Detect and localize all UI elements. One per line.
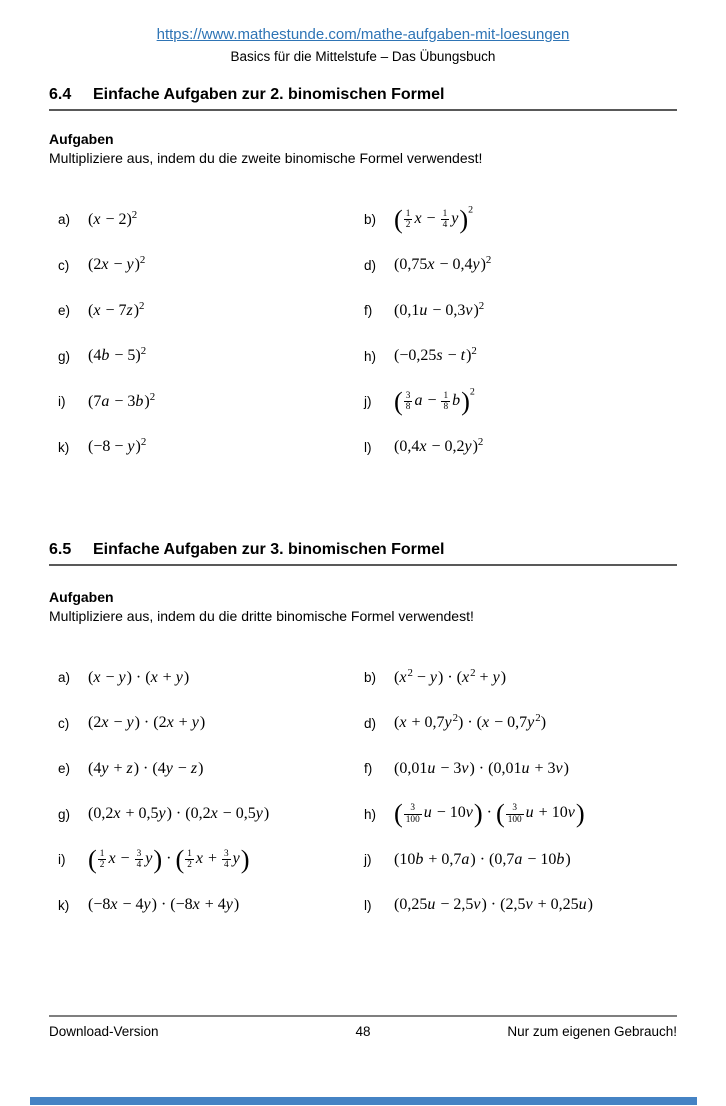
- exercise-item: [355, 746, 709, 792]
- section-title: Einfache Aufgaben zur 3. binomischen Formel: [93, 541, 445, 558]
- exercise-item: [49, 379, 355, 425]
- exercise-label: j): [364, 394, 372, 410]
- exercise-formula: $(-0,25s - t)^2$: [394, 345, 477, 365]
- exercise-item: [355, 792, 709, 838]
- section-heading-6-5: [49, 541, 677, 566]
- exercise-label: b): [364, 670, 377, 686]
- exercise-item: [355, 701, 709, 747]
- exercise-formula: (4y + z) · (4y − z): [88, 759, 204, 777]
- exercise-formula: (−8x − 4y) · (−8x + 4y): [88, 896, 240, 914]
- exercise-item: [355, 837, 709, 883]
- page-footer: [49, 1015, 677, 1039]
- exercise-formula: $(2x - y)^2$: [88, 254, 146, 274]
- exercise-item: [49, 792, 355, 838]
- exercise-item: [49, 837, 355, 883]
- page-number: 48: [355, 1024, 371, 1039]
- exercise-item: [355, 425, 709, 471]
- exercise-item: [355, 334, 709, 380]
- exercise-item: [355, 243, 709, 289]
- exercise-formula: $(x^2 - y) \cdot (x^2 + y)$: [394, 666, 507, 686]
- bottom-accent-bar: [30, 1097, 697, 1105]
- exercise-label: l): [364, 439, 372, 455]
- exercise-item: [49, 425, 355, 471]
- exercise-item: [49, 746, 355, 792]
- exercise-grid-6-4: [49, 197, 709, 470]
- book-subtitle: Basics für die Mittelstufe – Das Übungsbuch: [230, 49, 496, 64]
- exercise-label: l): [364, 897, 372, 913]
- exercise-label: h): [364, 806, 377, 822]
- exercise-item: [355, 379, 709, 425]
- exercise-label: a): [58, 670, 71, 686]
- exercise-item: [355, 197, 709, 243]
- footer-right-text: Nur zum eigenen Gebrauch!: [507, 1024, 677, 1039]
- section-number: 6.5: [49, 541, 72, 558]
- aufgaben-block-6-5: [49, 589, 677, 624]
- exercise-label: j): [364, 852, 372, 868]
- exercise-item: [355, 288, 709, 334]
- aufgaben-heading: Aufgaben: [49, 589, 114, 605]
- exercise-label: k): [58, 897, 70, 913]
- exercise-formula: $(x - 2)^2$: [88, 208, 138, 228]
- exercise-item: [355, 655, 709, 701]
- exercise-formula: (x − y) · (x + y): [88, 668, 190, 686]
- exercise-formula: (0,2x + 0,5y) · (0,2x − 0,5y): [88, 805, 270, 823]
- exercise-label: g): [58, 806, 71, 822]
- exercise-formula: ( $\frac{1}{2}$ x − $\frac{1}{4}$ y)$^2$: [394, 203, 474, 234]
- exercise-formula: $(4b - 5)^2$: [88, 345, 147, 365]
- exercise-formula: $(-8 - y)^2$: [88, 436, 147, 456]
- exercise-label: f): [364, 761, 373, 777]
- exercise-formula: (2x − y) · (2x + y): [88, 714, 206, 732]
- exercise-label: e): [58, 303, 71, 319]
- exercise-formula: $(x - 7z)^2$: [88, 299, 145, 319]
- exercise-item: [49, 655, 355, 701]
- exercise-item: [49, 883, 355, 929]
- exercise-formula: $(0,75x - 0,4y)^2$: [394, 254, 492, 274]
- section-heading-6-4: [49, 86, 677, 111]
- exercise-formula: $(7a - 3b)^2$: [88, 390, 156, 410]
- aufgaben-block-6-4: [49, 131, 677, 166]
- exercise-formula: $(x + 0,7y^2) \cdot (x - 0,7y^2)$: [394, 712, 547, 732]
- exercise-item: [49, 243, 355, 289]
- mathestunde-link[interactable]: https://www.mathestunde.com/mathe-aufgaben-mit-loesungen: [156, 26, 570, 43]
- exercise-grid-6-5: [49, 655, 709, 928]
- section-title: Einfache Aufgaben zur 2. binomischen Formel: [93, 86, 445, 103]
- exercise-label: k): [58, 439, 70, 455]
- aufgaben-heading: Aufgaben: [49, 131, 114, 147]
- exercise-label: c): [58, 715, 70, 731]
- exercise-formula: (0,01u − 3v) · (0,01u + 3v): [394, 759, 569, 777]
- exercise-formula: $(0,4x - 0,2y)^2$: [394, 436, 484, 456]
- exercise-label: d): [364, 257, 377, 273]
- exercise-formula: $(0,1u - 0,3v)^2$: [394, 299, 485, 319]
- exercise-formula: ( $\frac{1}{2}$ x − $\frac{3}{4}$ y) · ( $\frac{1}{2}$ x + $\frac{3}{4}$ y): [88, 843, 250, 874]
- exercise-label: h): [364, 348, 377, 364]
- exercise-label: i): [58, 852, 66, 868]
- exercise-label: a): [58, 212, 71, 228]
- exercise-label: d): [364, 715, 377, 731]
- exercise-label: e): [58, 761, 71, 777]
- exercise-label: c): [58, 257, 70, 273]
- exercise-label: g): [58, 348, 71, 364]
- aufgaben-instruction: Multipliziere aus, indem du die zweite binomische Formel verwendest!: [49, 150, 483, 166]
- page-header: [0, 26, 726, 64]
- exercise-label: b): [364, 212, 377, 228]
- exercise-item: [49, 288, 355, 334]
- footer-left-text: Download-Version: [49, 1024, 159, 1039]
- exercise-formula: (10b + 0,7a) · (0,7a − 10b): [394, 850, 571, 868]
- section-number: 6.4: [49, 86, 72, 103]
- exercise-formula: ( $\frac{3}{8}$ a − $\frac{1}{8}$ b)$^2$: [394, 385, 475, 416]
- exercise-item: [49, 334, 355, 380]
- aufgaben-instruction: Multipliziere aus, indem du die dritte binomische Formel verwendest!: [49, 608, 474, 624]
- exercise-item: [355, 883, 709, 929]
- exercise-label: f): [364, 303, 373, 319]
- exercise-item: [49, 701, 355, 747]
- exercise-item: [49, 197, 355, 243]
- exercise-formula: ( $\frac{3}{100}$ u − 10v) · ( $\frac{3}{100}$ u + 10v): [394, 798, 585, 829]
- exercise-formula: (0,25u − 2,5v) · (2,5v + 0,25u): [394, 896, 593, 914]
- exercise-label: i): [58, 394, 66, 410]
